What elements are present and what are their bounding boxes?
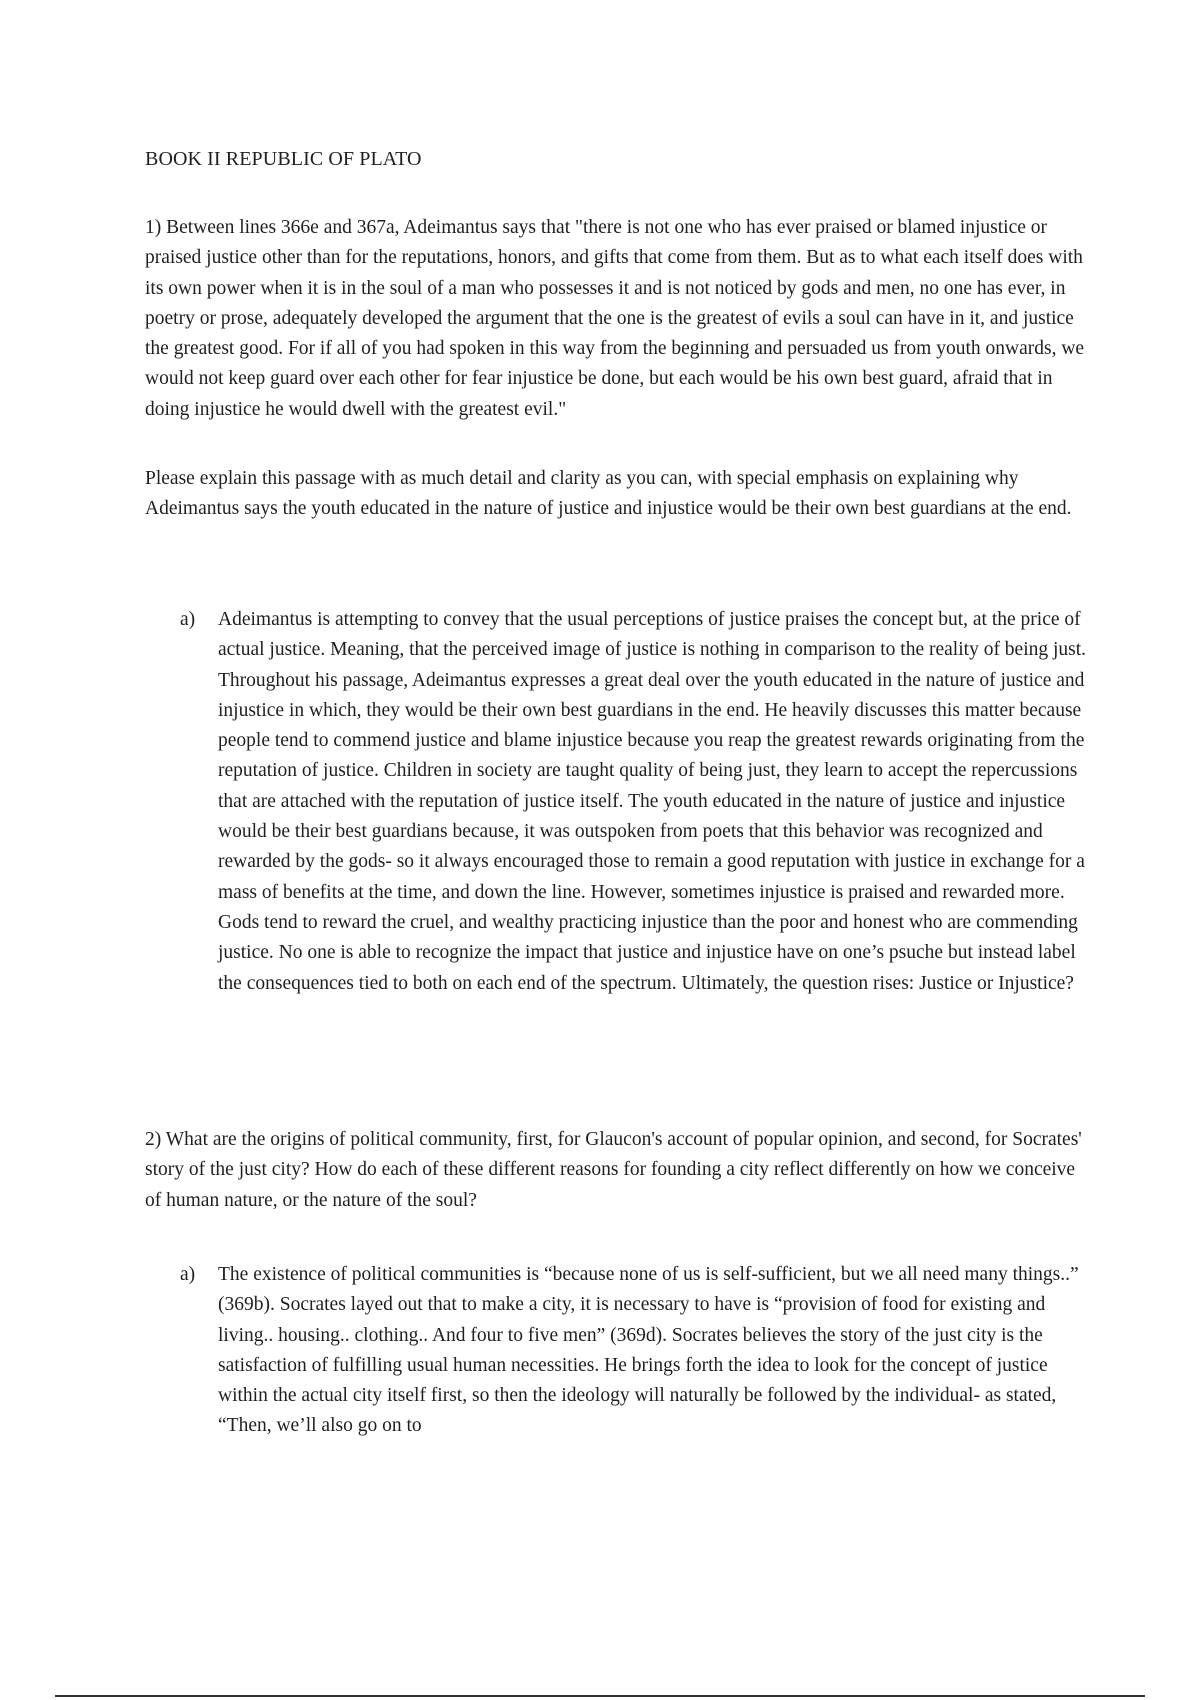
page-bottom-divider bbox=[55, 1695, 1145, 1697]
question-1-instruction: Please explain this passage with as much detail and clarity as you can, with special emphasis on explaining why Adeimantus says the youth educated in the nature of justice and injustice would be their own best guardians at the end. bbox=[145, 468, 1072, 520]
question-1-answer bbox=[180, 605, 1087, 999]
question-2-answer bbox=[180, 1260, 1080, 1442]
answer-text: The existence of political communities is “because none of us is self-sufficient, but we all need many things..” (369b). Socrates layed out that to make a city, it is necessary to have is “provision of food for existing and living.. housing.. clothing.. And four to five men” (369d). Socrates believes the story of the just city is the satisfaction of fulfilling usual human necessities. He brings forth the idea to look for the concept of justice within the actual city itself first, so then the ideology will naturally be followed by the individual- as stated, “Then, we’ll also go on to bbox=[218, 1264, 1079, 1437]
document-title: BOOK II REPUBLIC OF PLATO bbox=[145, 148, 422, 170]
answer-marker: a) bbox=[180, 609, 196, 630]
answer-marker: a) bbox=[180, 1264, 196, 1285]
answer-text: Adeimantus is attempting to convey that the usual perceptions of justice praises the concept but, at the price of actual justice. Meaning, that the perceived image of justice is nothing in comparison to the reality of being just. Throughout his passage, Adeimantus expresses a great deal over the youth educated in the nature of justice and injustice in which, they would be their own best guardians in the end. He heavily discusses this matter because people tend to commend justice and blame injustice because you reap the greatest rewards originating from the reputation of justice. Children in society are taught quality of being just, they learn to accept the repercussions that are attached with the reputation of justice itself. The youth educated in the nature of justice and injustice would be their best guardians because, it was outspoken from poets that this behavior was recognized and rewarded by the gods- so it always encouraged those to remain a good reputation with justice in exchange for a mass of benefits at the time, and down the line. However, sometimes injustice is praised and rewarded more. Gods tend to reward the cruel, and wealthy practicing injustice than the poor and honest who are commending justice. No one is able to recognize the impact that justice and injustice have on one’s psuche but instead label the consequences tied to both on each end of the spectrum. Ultimately, the question rises: Justice or Injustice? bbox=[218, 609, 1087, 994]
question-2-prompt: 2) What are the origins of political community, first, for Glaucon's account of popular opinion, and second, for Socrates' story of the just city? How do each of these different reasons for founding a city reflect differently on how we conceive of human nature, or the nature of the soul? bbox=[145, 1129, 1082, 1211]
question-1-prompt: 1) Between lines 366e and 367a, Adeimantus says that "there is not one who has ever praised or blamed injustice or praised justice other than for the reputations, honors, and gifts that come from them. But as to what each itself does with its own power when it is in the soul of a man who possesses it and is not noticed by gods and men, no one has ever, in poetry or prose, adequately developed the argument that the one is the greatest of evils a soul can have in it, and justice the greatest good. For if all of you had spoken in this way from the beginning and persuaded us from youth onwards, we would not keep guard over each other for fear injustice be done, but each would be his own best guard, afraid that in doing injustice he would dwell with the greatest evil." bbox=[145, 217, 1085, 420]
